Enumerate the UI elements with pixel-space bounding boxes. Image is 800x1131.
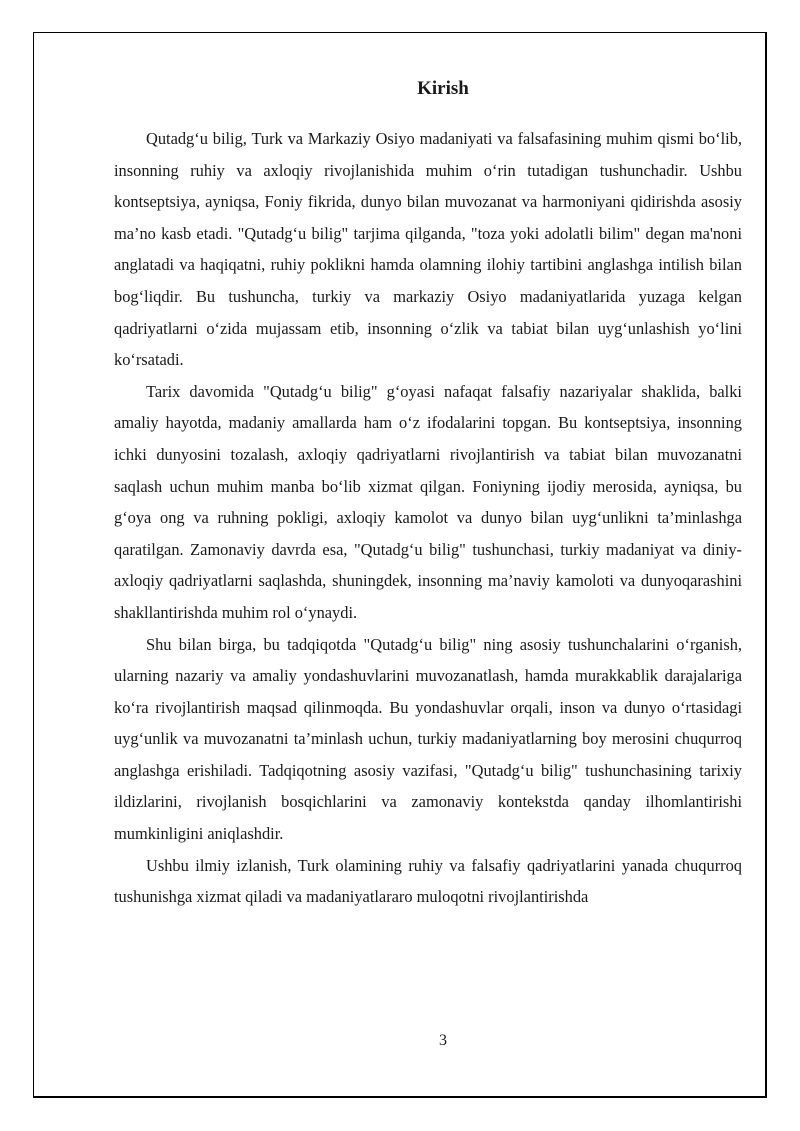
page-title: Kirish	[417, 78, 469, 99]
paragraph-3: Shu bilan birga, bu tadqiqotda "Qutadg‘u bilig" ning asosiy tushunchalarini o‘rganish, ularning nazariy va amaliy yondashuvlarini muvozanatlash, hamda murakkablik darajalariga ko‘ra rivojlantirish maqsad qilinmoqda. Bu yondashuvlar orqali, inson va dunyo o‘rtasidagi uyg‘unlik va muvozanatni ta’minlash uchun, turkiy madaniyatlarning boy merosini chuqurroq anglashga erishiladi. Tadqiqotning asosiy vazifasi, "Qutadg‘u bilig" tushunchasining tarixiy ildizlarini, rivojlanish bosqichlarini va zamonaviy kontekstda qanday ilhomlantirishi mumkinligini aniqlashdir.	[114, 634, 742, 844]
paragraph-2: Tarix davomida "Qutadg‘u bilig" g‘oyasi nafaqat falsafiy nazariyalar shaklida, balki amaliy hayotda, madaniy amallarda ham o‘z ifodalarini topgan. Bu kontseptsiya, insonning ichki dunyosini tozalash, axloqiy qadriyatlarni rivojlantirish va tabiat bilan muvozanatni saqlash uchun muhim manba bo‘lib xizmat qilgan. Foniyning ijodiy merosida, ayniqsa, bu g‘oya ong va ruhning pokligi, axloqiy kamolot va dunyo bilan uyg‘unlikni ta’minlashga qaratilgan. Zamonaviy davrda esa, "Qutadg‘u bilig" tushunchasi, turkiy madaniyat va diniy-axloqiy qadriyatlarni saqlashda, shuningdek, insonning ma’naviy kamoloti va dunyoqarashini shakllantirishda muhim rol o‘ynaydi.	[114, 381, 742, 622]
paragraph-4: Ushbu ilmiy izlanish, Turk olamining ruhiy va falsafiy qadriyatlarini yanada chuqurroq tushunishga xizmat qiladi va madaniyatlararo muloqotni rivojlantirishda	[114, 855, 742, 907]
body-text	[114, 123, 742, 913]
paragraph-1: Qutadg‘u bilig, Turk va Markaziy Osiyo madaniyati va falsafasining muhim qismi bo‘lib, insonning ruhiy va axloqiy rivojlanishida muhim o‘rin tutadigan tushunchadir. Ushbu kontseptsiya, ayniqsa, Foniy fikrida, dunyo bilan muvozanat va harmoniyani qidirishda asosiy ma’no kasb etadi. "Qutadg‘u bilig" tarjima qilganda, "toza yoki adolatli bilim" degan ma'noni anglatadi va haqiqatni, ruhiy poklikni hamda olamning ilohiy tartibini anglashga intilish bilan bog‘liqdir. Bu tushuncha, turkiy va markaziy Osiyo madaniyatlarida yuzaga kelgan qadriyatlarni o‘zida mujassam etib, insonning o‘zlik va tabiat bilan uyg‘unlashish yo‘lini ko‘rsatadi.	[114, 129, 742, 370]
page-number: 3	[439, 1032, 447, 1049]
